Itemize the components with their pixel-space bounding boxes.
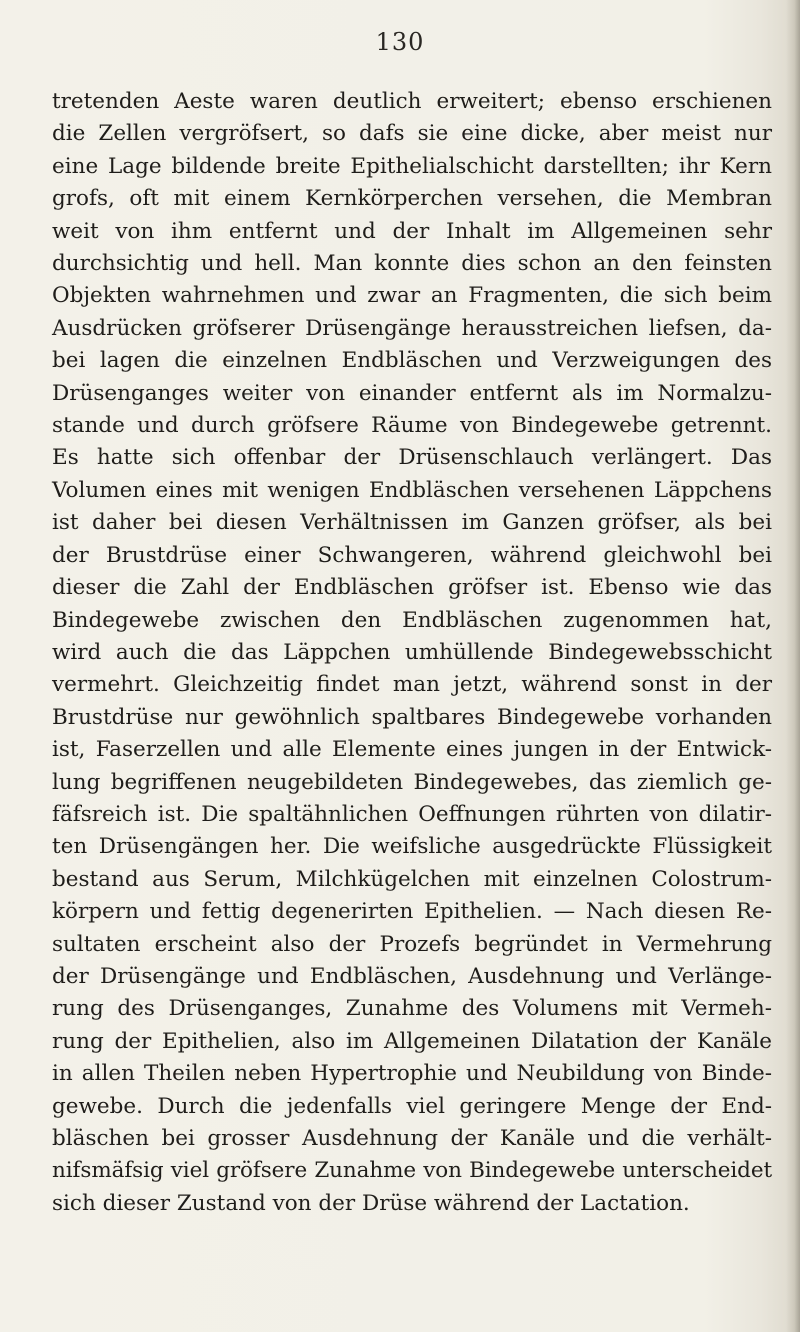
text-line: Drüsenganges weiter von einander entfernt als im Normalzu- — [52, 380, 772, 406]
text-line: rung des Drüsenganges, Zunahme des Volumens mit Vermeh- — [52, 996, 772, 1022]
text-line: nifsmäfsig viel gröfsere Zunahme von Bindegewebe unterscheidet — [52, 1158, 772, 1184]
text-line: wird auch die das Läppchen umhüllende Bindegewebsschicht — [52, 639, 772, 665]
text-line: Volumen eines mit wenigen Endbläschen versehenen Läppchens — [52, 477, 772, 503]
text-line: sultaten erscheint also der Prozefs begründet in Vermehrung — [52, 931, 772, 957]
text-line: rung der Epithelien, also im Allgemeinen Dilatation der Kanäle — [52, 1028, 772, 1054]
text-line: bläschen bei grosser Ausdehnung der Kanäle und die verhält- — [52, 1126, 772, 1151]
text-line: eine Lage bildende breite Epithelialschicht darstellten; ihr Kern — [52, 153, 772, 179]
text-line: Ausdrücken gröfserer Drüsengänge herausstreichen liefsen, da- — [52, 315, 772, 341]
text-line: ten Drüsengängen her. Die weifsliche ausgedrückte Flüssigkeit — [52, 834, 772, 860]
text-line: fäfsreich ist. Die spaltähnlichen Oeffnungen rührten von dilatir- — [52, 801, 772, 827]
page-edge-shadow — [786, 0, 800, 1332]
text-line: in allen Theilen neben Hypertrophie und Neubildung von Binde- — [52, 1061, 772, 1087]
text-line: stande und durch gröfsere Räume von Bindegewebe getrennt. — [52, 413, 772, 439]
text-line: ist, Faserzellen und alle Elemente eines jungen in der Entwick- — [52, 737, 772, 763]
text-line: durchsichtig und hell. Man konnte dies schon an den feinsten — [52, 251, 772, 277]
body-paragraph — [52, 86, 772, 1220]
text-line: vermehrt. Gleichzeitig findet man jetzt, während sonst in der — [52, 672, 772, 698]
text-line: grofs, oft mit einem Kernkörperchen versehen, die Membran — [52, 186, 772, 212]
text-line: der Brustdrüse einer Schwangeren, während gleichwohl bei — [52, 542, 772, 568]
text-line: Brustdrüse nur gewöhnlich spaltbares Bindegewebe vorhanden — [52, 704, 772, 730]
text-line: Es hatte sich offenbar der Drüsenschlauch verlängert. Das — [52, 445, 772, 471]
text-line: dieser die Zahl der Endbläschen gröfser ist. Ebenso wie das — [52, 575, 772, 601]
text-line: tretenden Aeste waren deutlich erweitert; ebenso erschienen — [52, 89, 772, 114]
text-line: bestand aus Serum, Milchkügelchen mit einzelnen Colostrum- — [52, 866, 772, 892]
text-line: lung begriffenen neugebildeten Bindegewebes, das ziemlich ge- — [52, 769, 772, 795]
text-line: Objekten wahrnehmen und zwar an Fragmenten, die sich beim — [52, 283, 772, 309]
text-line: sich dieser Zustand von der Drüse während der Lactation. — [52, 1190, 690, 1216]
text-line: körpern und fettig degenerirten Epithelien. — Nach diesen Re- — [52, 899, 772, 925]
text-line: ist daher bei diesen Verhältnissen im Ganzen gröfser, als bei — [52, 510, 772, 536]
page-number: 130 — [375, 28, 425, 56]
text-line: der Drüsengänge und Endbläschen, Ausdehnung und Verlänge- — [52, 963, 772, 989]
text-line: Bindegewebe zwischen den Endbläschen zugenommen hat, — [52, 607, 772, 633]
text-line: gewebe. Durch die jedenfalls viel geringere Menge der End- — [52, 1093, 772, 1119]
text-line: die Zellen vergröfsert, so dafs sie eine dicke, aber meist nur — [52, 121, 772, 147]
text-line: weit von ihm entfernt und der Inhalt im Allgemeinen sehr — [52, 218, 772, 244]
text-line: bei lagen die einzelnen Endbläschen und Verzweigungen des — [52, 348, 772, 374]
